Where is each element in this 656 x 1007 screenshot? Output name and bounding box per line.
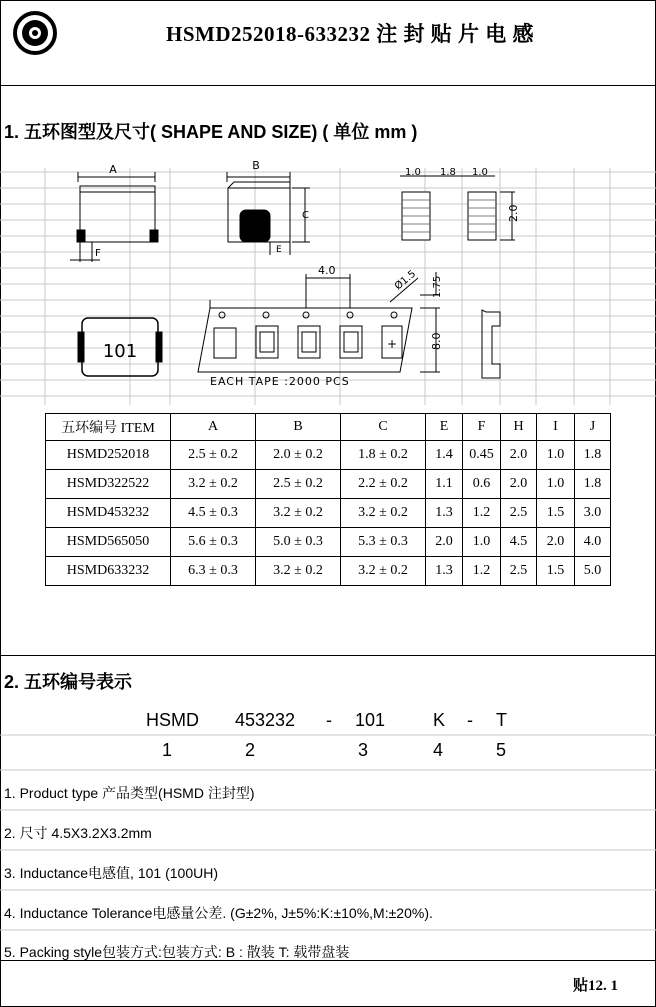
table-cell: HSMD565050 (46, 528, 171, 557)
table-cell: 1.8 (575, 441, 611, 470)
polarity-mark: + (386, 337, 398, 351)
footer-divider (0, 960, 656, 961)
description-line: 2. 尺寸 4.5X3.2X3.2mm (4, 825, 152, 841)
tape-profile-drawing (482, 310, 500, 378)
table-cell: 2.5 ± 0.2 (171, 441, 256, 470)
table-cell: 1.2 (463, 499, 501, 528)
table-cell: 1.4 (426, 441, 463, 470)
dim-label-d2: 1.8 (440, 167, 456, 178)
table-cell: 3.2 ± 0.2 (256, 499, 341, 528)
table-header-cell: H (501, 414, 537, 441)
table-row (46, 470, 611, 499)
table-cell: 2.0 ± 0.2 (256, 441, 341, 470)
table-cell: 5.0 (575, 557, 611, 586)
table-cell: 0.45 (463, 441, 501, 470)
table-cell: 1.3 (426, 557, 463, 586)
description-line: 5. Packing style包装方式:包装方式: B : 散装 T: 载带盘装 (4, 944, 350, 960)
table-row (46, 557, 611, 586)
table-cell: 3.2 ± 0.2 (171, 470, 256, 499)
table-cell: 2.2 ± 0.2 (341, 470, 426, 499)
code-part-size: 453232 (235, 710, 296, 730)
dim-label-1-75: 1.75 (432, 275, 443, 298)
shape-drawings (0, 150, 656, 400)
code-part-dash: - (467, 710, 473, 730)
marking-text: 101 (102, 341, 138, 362)
table-header-cell: C (341, 414, 426, 441)
dim-label-d4: 2.0 (507, 204, 520, 222)
page-code: 贴12. 1 (572, 978, 618, 994)
code-number: 3 (358, 740, 369, 760)
code-number: 5 (496, 740, 507, 760)
table-cell: 1.3 (426, 499, 463, 528)
description-line: 3. Inductance电感值, 101 (100UH) (4, 865, 218, 881)
header-divider (0, 85, 656, 86)
table-row (46, 528, 611, 557)
dim-label-a: A (109, 163, 117, 176)
table-cell: 0.6 (463, 470, 501, 499)
table-cell: HSMD453232 (46, 499, 171, 528)
table-header-cell: E (426, 414, 463, 441)
dim-label-d3: 1.0 (472, 167, 488, 178)
table-cell: 5.3 ± 0.3 (341, 528, 426, 557)
dim-label-e: E (276, 245, 282, 255)
page-title: HSMD252018-633232 注 封 贴 片 电 感 (166, 22, 534, 46)
table-cell: 1.1 (426, 470, 463, 499)
table-header-cell: F (463, 414, 501, 441)
table-cell: 2.0 (501, 441, 537, 470)
company-logo (12, 10, 58, 56)
table-cell: 2.5 (501, 499, 537, 528)
table-cell: 2.5 (501, 557, 537, 586)
table-cell: 1.0 (537, 441, 575, 470)
table-cell: 4.0 (575, 528, 611, 557)
table-cell: 1.8 ± 0.2 (341, 441, 426, 470)
table-cell: 2.0 (537, 528, 575, 557)
dim-label-hole: Ø1.5 (392, 268, 419, 293)
table-cell: 1.8 (575, 470, 611, 499)
section2-title: 2. 五环编号表示 (4, 672, 133, 692)
table-header-cell: A (171, 414, 256, 441)
table-row (46, 499, 611, 528)
table-cell: 3.2 ± 0.2 (256, 557, 341, 586)
table-header-cell: I (537, 414, 575, 441)
table-cell: 5.0 ± 0.3 (256, 528, 341, 557)
side-view-drawing (70, 172, 158, 262)
table-header-row (46, 414, 611, 441)
dim-label-pitch: 4.0 (318, 264, 336, 277)
tape-note: EACH TAPE :2000 PCS (210, 375, 350, 388)
table-cell: 4.5 ± 0.3 (171, 499, 256, 528)
table-cell: HSMD252018 (46, 441, 171, 470)
table-header-cell: B (256, 414, 341, 441)
section-divider (0, 655, 656, 656)
code-part-packing: T (496, 710, 507, 730)
dim-label-c: C (302, 210, 309, 221)
code-part-inductance: 101 (355, 710, 386, 730)
table-cell: 1.5 (537, 499, 575, 528)
land-pattern-drawing (400, 176, 515, 240)
table-cell: 3.2 ± 0.2 (341, 499, 426, 528)
code-number: 1 (162, 740, 173, 760)
code-number: 4 (433, 740, 444, 760)
table-header-cell: J (575, 414, 611, 441)
table-cell: 6.3 ± 0.3 (171, 557, 256, 586)
table-cell: 1.5 (537, 557, 575, 586)
table-cell: HSMD633232 (46, 557, 171, 586)
section1-title: 1. 五环图型及尺寸( SHAPE AND SIZE) ( 单位 mm ) (4, 122, 418, 142)
code-part-tolerance: K (433, 710, 446, 730)
dim-label-d1: 1.0 (405, 167, 421, 178)
table-cell: 2.5 ± 0.2 (256, 470, 341, 499)
code-number: 2 (245, 740, 256, 760)
table-cell: 5.6 ± 0.3 (171, 528, 256, 557)
table-cell: 3.0 (575, 499, 611, 528)
table-row (46, 441, 611, 470)
table-cell: 2.0 (426, 528, 463, 557)
table-cell: HSMD322522 (46, 470, 171, 499)
table-cell: 1.0 (463, 528, 501, 557)
table-header-cell: 五环编号 ITEM (46, 414, 171, 441)
table-cell: 1.0 (537, 470, 575, 499)
dim-label-f: F (95, 248, 101, 259)
front-view-drawing (227, 172, 310, 255)
dimension-table (45, 413, 611, 586)
description-line: 1. Product type 产品类型(HSMD 注封型) (4, 785, 255, 801)
dim-label-b: B (252, 159, 260, 172)
dim-label-8-0: 8.0 (430, 332, 443, 350)
table-cell: 3.2 ± 0.2 (341, 557, 426, 586)
table-cell: 2.0 (501, 470, 537, 499)
table-cell: 1.2 (463, 557, 501, 586)
table-cell: 4.5 (501, 528, 537, 557)
code-part-series: HSMD (146, 710, 199, 730)
description-line: 4. Inductance Tolerance电感量公差. (G±2%, J±5%:K:±10%,M:±20%). (4, 905, 433, 921)
code-part-dash: - (326, 710, 332, 730)
